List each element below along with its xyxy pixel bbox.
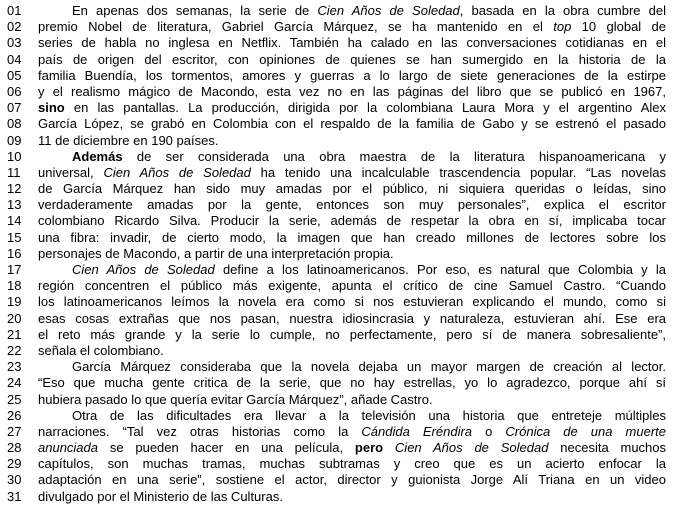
text-line-09 (0, 133, 674, 149)
line-number: 26 (7, 407, 22, 423)
line-text (38, 262, 674, 278)
line-text (38, 133, 674, 149)
regular-text: , basada en la obra cumbre del (459, 3, 666, 18)
text-line-17 (0, 262, 674, 278)
regular-text: capítulos, son muchas tramas, muchas subtramas y creo que es un acierto enfocar la (38, 456, 666, 472)
regular-text: colombiano Ricardo Silva. Producir la serie, además de respetar la obra en sí, implicaba tocar (38, 213, 666, 229)
italic-text: top (553, 19, 572, 35)
text-line-29 (0, 456, 674, 472)
line-number: 18 (7, 278, 22, 294)
line-number: 11 (7, 164, 21, 180)
regular-text: narraciones. “Tal vez otras historias como la (38, 423, 362, 439)
italic-text: Cien Años de Soledad (394, 440, 549, 456)
regular-text: una fibra: invadir, de cierto modo, la imagen que han creado millones de lectores sobre los (38, 229, 666, 245)
text-line-22 (0, 343, 674, 359)
regular-text: divulgado por el Ministerio de las Culturas. (38, 488, 283, 504)
text-line-18 (0, 278, 674, 294)
italic-text: Crónica de una muerte (505, 423, 666, 439)
line-number: 29 (7, 456, 22, 472)
line-text (38, 197, 674, 213)
line-text (38, 311, 674, 327)
regular-text: Otra de las dificultades era llevar a la televisión una historia que entreteje múltiples (72, 407, 666, 423)
line-number: 02 (7, 19, 22, 35)
line-number: 16 (7, 245, 22, 261)
regular-text: el reto más grande y la serie lo cumple, no perfectamente, pero sí de manera sobresaliente”, (38, 326, 666, 342)
regular-text: señala el colombiano. (38, 342, 164, 358)
italic-text: Cien Años de Soledad (317, 3, 460, 18)
line-number: 25 (7, 391, 22, 407)
text-line-12 (0, 181, 674, 197)
line-text (38, 327, 674, 343)
regular-text: se pueden hacer en una película, (98, 440, 355, 456)
line-text (38, 440, 674, 456)
text-line-26 (0, 408, 674, 424)
text-line-27 (0, 424, 674, 440)
line-text (38, 456, 674, 472)
line-number: 31 (7, 488, 22, 504)
line-text (38, 294, 674, 310)
regular-text: 11 de diciembre en 190 países. (38, 132, 219, 148)
line-number: 24 (7, 375, 22, 391)
line-number: 10 (7, 148, 22, 164)
text-line-03 (0, 35, 674, 51)
text-line-10 (0, 149, 674, 165)
text-line-20 (0, 311, 674, 327)
regular-text: país de origen del escritor, con opiniones de quienes se han sumergido en la historia de la (38, 51, 666, 67)
line-number: 20 (7, 310, 22, 326)
regular-text: o (472, 423, 506, 439)
line-text (38, 3, 674, 19)
text-line-31 (0, 489, 674, 505)
line-number: 06 (7, 83, 22, 99)
regular-text: hubiera pasado lo que quería evitar García Márquez”, añade Castro. (38, 391, 433, 407)
text-line-25 (0, 392, 674, 408)
line-text (38, 149, 674, 165)
regular-text: personajes de Macondo, a partir de una interpretación propia. (38, 245, 394, 261)
line-number: 17 (7, 262, 22, 277)
text-line-16 (0, 246, 674, 262)
regular-text: En apenas dos semanas, la serie de (72, 3, 318, 18)
line-number: 04 (7, 51, 22, 67)
regular-text: familia Buendía, los tormentos, amores y guerras a lo largo de siete generaciones de la estirpe (38, 67, 666, 83)
text-line-07 (0, 100, 674, 116)
line-text (38, 213, 674, 229)
regular-text: de ser considerada una obra maestra de la literatura hispanoamericana y (122, 148, 666, 164)
line-text (38, 181, 674, 197)
line-number: 23 (7, 359, 22, 375)
regular-text: premio Nobel de literatura, Gabriel García Márquez, se ha mantenido en el (38, 19, 554, 35)
text-line-01 (0, 3, 674, 19)
bold-text: Además (72, 148, 123, 164)
italic-text: anunciada (38, 440, 98, 456)
line-text (38, 408, 674, 424)
line-number: 05 (7, 67, 22, 83)
regular-text (383, 440, 395, 455)
line-number: 22 (7, 342, 22, 358)
line-text (38, 100, 674, 116)
regular-text: los latinoamericanos leímos la novela era como si nos estuvieran explicando el mundo, como si (38, 294, 666, 310)
line-text (38, 68, 674, 84)
regular-text: adaptación en una serie”, sostiene el actor, director y guionista Jorge Alí Triana en un video (38, 472, 666, 488)
text-line-28 (0, 440, 674, 456)
line-text (38, 165, 674, 181)
text-line-24 (0, 375, 674, 391)
text-line-05 (0, 68, 674, 84)
line-number: 03 (7, 35, 22, 51)
line-number: 27 (7, 423, 22, 439)
line-text (38, 246, 674, 262)
line-text (38, 19, 674, 35)
text-line-15 (0, 230, 674, 246)
line-text (38, 278, 674, 294)
line-text (38, 489, 674, 505)
line-text (38, 35, 674, 51)
italic-text: Cien Años de Soledad (103, 164, 251, 180)
regular-text: García López, se grabó en Colombia con el respaldo de la familia de Gabo y se estrenó el pasado (38, 116, 666, 132)
regular-text: 10 global de (571, 19, 667, 35)
line-text (38, 359, 674, 375)
line-text (38, 52, 674, 68)
line-number: 19 (7, 294, 22, 310)
regular-text: García Márquez consideraba que la novela dejaba un mayor margen de creación al lector. (72, 359, 666, 375)
bold-text: pero (354, 440, 384, 456)
italic-text: Cien Años de Soledad (72, 262, 215, 277)
line-number: 07 (7, 100, 22, 116)
line-text (38, 424, 674, 440)
line-number: 09 (7, 132, 22, 148)
regular-text: necesita muchos (548, 440, 667, 456)
line-text (38, 84, 674, 100)
text-line-04 (0, 52, 674, 68)
line-text (38, 230, 674, 246)
line-number: 08 (7, 116, 22, 132)
text-line-13 (0, 197, 674, 213)
regular-text: universal, (38, 164, 104, 180)
line-text (38, 392, 674, 408)
line-number: 21 (7, 326, 22, 342)
text-line-23 (0, 359, 674, 375)
bold-text: sino (38, 100, 65, 116)
line-text (38, 472, 674, 488)
text-line-06 (0, 84, 674, 100)
text-line-02 (0, 19, 674, 35)
regular-text: ha tenido una incalculable trascendencia popular. “Las novelas (250, 164, 667, 180)
text-line-19 (0, 294, 674, 310)
text-line-11 (0, 165, 674, 181)
line-number: 14 (7, 213, 22, 229)
text-line-08 (0, 116, 674, 132)
line-number: 12 (7, 181, 22, 197)
line-number: 13 (7, 197, 22, 213)
regular-text: define a los latinoamericanos. Por eso, es natural que Colombia y la (214, 262, 667, 277)
line-number: 28 (7, 440, 22, 456)
text-line-14 (0, 213, 674, 229)
line-text (38, 343, 674, 359)
regular-text: verdaderamente amadas por la gente, entonces son muy personales”, explica el escritor (38, 197, 666, 213)
text-line-21 (0, 327, 674, 343)
line-number: 30 (7, 472, 22, 488)
line-number: 15 (7, 229, 22, 245)
regular-text: esas cosas extrañas que nos pasan, nuestra idiosincrasia y naturaleza, estuvieran ahí. Ese era (38, 310, 666, 326)
line-text (38, 375, 674, 391)
regular-text: “Eso que mucha gente critica de la serie, que no hay estrellas, yo lo agradezco, porque ahí sí (38, 375, 666, 391)
text-line-30 (0, 472, 674, 488)
regular-text: de García Márquez han sido muy amadas por el público, ni siquiera queridas o leídas, sino (38, 181, 666, 197)
regular-text: región concentren el público más exigente, apunta el crítico de cine Samuel Castro. “Cuando (38, 278, 666, 294)
line-text (38, 116, 674, 132)
line-number: 01 (7, 3, 22, 18)
regular-text: y el realismo mágico de Macondo, esta vez no en las páginas del libro que se publicó en 1967, (38, 83, 666, 99)
regular-text: en las pantallas. La producción, dirigida por la colombiana Laura Mora y el argentino Alex (64, 100, 666, 116)
regular-text: series de habla no inglesa en Netflix. También ha calado en las conversaciones cotidianas en el (38, 35, 666, 51)
italic-text: Cándida Eréndira (361, 423, 473, 439)
